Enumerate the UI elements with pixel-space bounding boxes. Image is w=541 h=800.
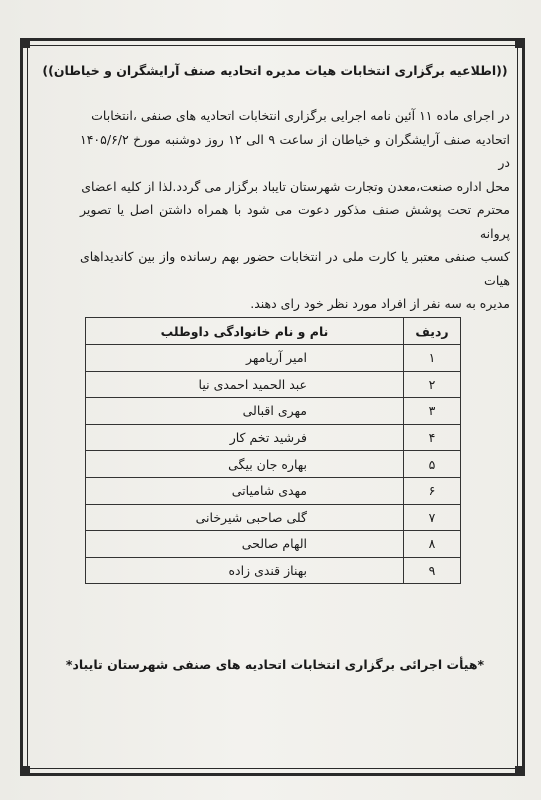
corner-ornament-top-right [515,38,525,48]
row-number: ۷ [404,504,461,531]
body-line: محترم تحت پوشش صنف مذکور دعوت می شود با همراه داشتن اصل یا تصویر پروانه [80,202,510,241]
candidate-name: مهدی شامیاتی [86,477,404,504]
body-line: مدیره به سه نفر از افراد مورد نظر خود رای دهند. [250,296,510,311]
body-line: در اجرای ماده ۱۱ آئین نامه اجرایی برگزاری انتخابات اتحادیه های صنفی ،انتخابات [91,108,510,123]
table-row [86,398,461,425]
candidates-table [85,317,461,584]
announcement-title: ((اطلاعیه برگزاری انتخابات هیات مدیره اتحادیه صنف آرایشگران و خیاطان)) [42,63,508,78]
row-number: ۳ [404,398,461,425]
table-row [86,531,461,558]
body-line: محل اداره صنعت،معدن وتجارت شهرستان تایباد برگزار می گردد.لذا از کلیه اعضای [81,178,510,194]
candidate-name: گلی صاحبی شیرخانی [86,504,404,531]
candidate-name: بهاره جان بیگی [86,451,404,478]
row-number: ۹ [404,557,461,584]
table-row [86,424,461,451]
row-number: ۱ [404,345,461,372]
row-number: ۴ [404,424,461,451]
body-line: کسب صنفی معتبر یا کارت ملی در انتخابات حضور بهم رسانده واز بین کاندیداهای هیات [80,249,510,288]
table-row [86,504,461,531]
announcement-body [80,104,510,316]
column-header-number: ردیف [404,318,461,345]
row-number: ۶ [404,477,461,504]
candidate-name: مهری اقبالی [86,398,404,425]
table-row [86,371,461,398]
body-line: اتحادیه صنف آرایشگران و خیاطان از ساعت ۹ الی ۱۲ روز دوشنبه مورخ ۱۴۰۵/۶/۲ در [80,131,510,170]
table-row [86,345,461,372]
row-number: ۵ [404,451,461,478]
table-row [86,557,461,584]
table-row [86,451,461,478]
candidate-name: بهناز قندی زاده [86,557,404,584]
corner-ornament-bottom-right [515,766,525,776]
corner-ornament-bottom-left [20,766,30,776]
corner-ornament-top-left [20,38,30,48]
column-header-name: نام و نام خانوادگی داوطلب [86,318,404,345]
issuer-signature-line: *هیأت اجرائی برگزاری انتخابات اتحادیه های صنفی شهرستان تایباد* [65,657,485,672]
row-number: ۸ [404,531,461,558]
table-header-row [86,318,461,345]
candidate-name: امیر آریامهر [86,345,404,372]
candidate-name: الهام صالحی [86,531,404,558]
candidate-name: عبد الحمید احمدی نیا [86,371,404,398]
table-row [86,477,461,504]
row-number: ۲ [404,371,461,398]
candidate-name: فرشید تخم کار [86,424,404,451]
